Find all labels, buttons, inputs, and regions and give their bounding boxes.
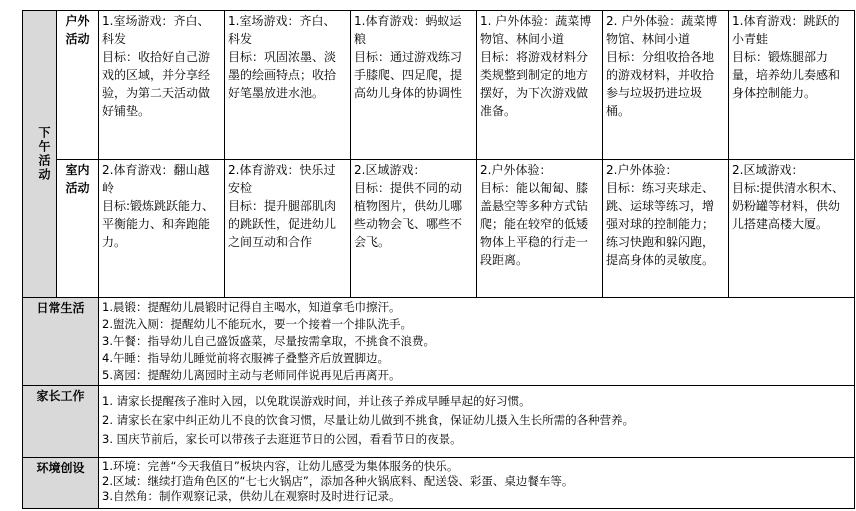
- weekly-plan-table: [22, 10, 855, 509]
- outdoor-label: 户外活动: [57, 11, 99, 160]
- daily-line-1: 1.晨锻：提醒幼儿晨锻时记得自主喝水，知道拿毛巾擦汗。: [102, 300, 401, 314]
- parents-label: 家长工作: [23, 386, 99, 458]
- outdoor-row: [23, 11, 855, 160]
- parents-line-3: 3. 国庆节前后，家长可以带孩子去逛逛节日的公园，看看节日的夜景。: [102, 432, 462, 446]
- daily-row: [23, 298, 855, 386]
- daily-content: [99, 298, 855, 386]
- indoor-row: [23, 160, 855, 298]
- environment-label: 环境创设: [23, 458, 99, 509]
- parents-content: [99, 386, 855, 458]
- environment-line-2: 2.区域：继续打造角色区的“七七火锅店”，添加各种火锅底料、配送袋、彩蛋、桌边餐车等。: [102, 474, 574, 488]
- daily-line-4: 4.午睡：指导幼儿睡觉前将衣服裤子叠整齐后放置脚边。: [102, 351, 389, 365]
- indoor-cell-6: 2.区域游戏： 目标:提供清水积木、奶粉罐等材料，供幼儿搭建高楼大厦。: [729, 160, 855, 298]
- indoor-cell-4: 2.户外体验： 目标：能以匍匐、膝盖悬空等多种方式钻爬；能在较窄的低矮物体上平稳的行走一段距离。: [477, 160, 603, 298]
- outdoor-cell-2: 1.室场游戏：齐白、科发 目标：巩固浓墨、淡墨的绘画特点；收拾好笔墨放进水池。: [225, 11, 351, 160]
- daily-line-2: 2.盥洗入厕：提醒幼儿不能玩水，要一个接着一个排队洗手。: [102, 317, 412, 331]
- indoor-cell-3: 2.区域游戏： 目标：提供不同的动植物图片，供幼儿哪些动物会飞、哪些不会飞。: [351, 160, 477, 298]
- parents-line-2: 2. 请家长在家中纠正幼儿不良的饮食习惯，尽量让幼儿做到不挑食，保证幼儿摄入生长所需的各种营养。: [102, 413, 635, 427]
- indoor-cell-2: 2.体育游戏：快乐过安检 目标：提升腿部肌肉的跳跃性，促进幼儿之间互动和合作: [225, 160, 351, 298]
- indoor-label: 室内活动: [57, 160, 99, 298]
- indoor-cell-5: 2.户外体验： 目标：练习夹球走、跳、运球等练习，增强对球的控制能力；练习快跑和躲闪跑，提高身体的灵敏度。: [603, 160, 729, 298]
- parents-row: [23, 386, 855, 458]
- environment-row: [23, 458, 855, 509]
- environment-line-3: 3.自然角：制作观察记录，供幼儿在观察时及时进行记录。: [102, 489, 401, 503]
- indoor-cell-1: 2.体育游戏：翻山越岭 目标:锻炼跳跃能力、平衡能力、和奔跑能力。: [99, 160, 225, 298]
- outdoor-cell-6: 1.体育游戏：跳跃的小青蛙 目标：锻炼腿部力量，培养幼儿奏感和身体控制能力。: [729, 11, 855, 160]
- outdoor-cell-5: 2. 户外体验：蔬菜博物馆、林间小道 目标：分组收拾各地的游戏材料，并收拾参与垃圾扔进垃圾桶。: [603, 11, 729, 160]
- daily-line-5: 5.离园：提醒幼儿离园时主动与老师同伴说再见后再离开。: [102, 368, 401, 382]
- outdoor-cell-1: 1.室场游戏：齐白、科发 目标：收拾好自己游戏的区域，并分享经验，为第二天活动做好铺垫。: [99, 11, 225, 160]
- daily-line-3: 3.午餐：指导幼儿自己盛饭盛菜，尽量按需拿取，不挑食不浪费。: [102, 334, 435, 348]
- environment-content: [99, 458, 855, 509]
- afternoon-label: 下午活动: [23, 11, 57, 298]
- daily-label: 日常生活: [23, 298, 99, 386]
- environment-line-1: 1.环境：完善“今天我值日”板块内容，让幼儿感受为集体服务的快乐。: [102, 459, 459, 473]
- parents-line-1: 1. 请家长提醒孩子准时入园，以免耽误游戏时间，并让孩子养成早睡早起的好习惯。: [102, 394, 531, 408]
- outdoor-cell-3: 1.体育游戏：蚂蚁运粮 目标：通过游戏练习手膝爬、四足爬，提高幼儿身体的协调性: [351, 11, 477, 160]
- outdoor-cell-4: 1. 户外体验：蔬菜博物馆、林间小道 目标：将游戏材料分类规整到制定的地方摆好，为下次游戏做准备。: [477, 11, 603, 160]
